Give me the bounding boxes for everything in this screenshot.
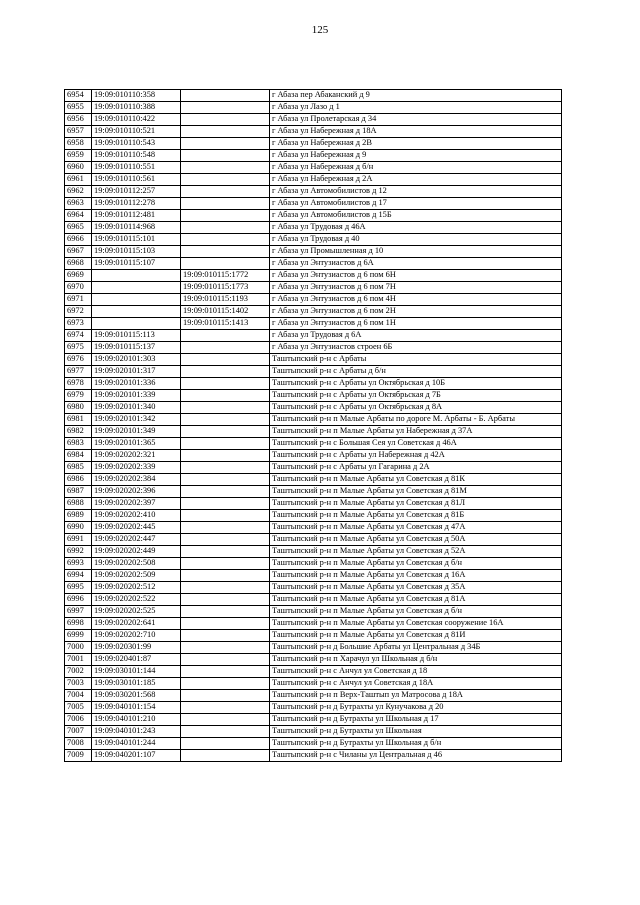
cadastral-number-cell — [92, 282, 181, 294]
premises-cadastral-number-cell — [181, 210, 270, 222]
premises-cadastral-number-cell — [181, 114, 270, 126]
cadastral-number-cell: 19:09:020202:710 — [92, 630, 181, 642]
cadastral-number-cell: 19:09:020202:512 — [92, 582, 181, 594]
address-cell: Таштыпский р-н д Большие Арбаты ул Центральная д 34Б — [270, 642, 562, 654]
cadastral-number-cell: 19:09:020202:445 — [92, 522, 181, 534]
cadastral-number-cell: 19:09:020202:410 — [92, 510, 181, 522]
row-number-cell: 6965 — [65, 222, 92, 234]
address-cell: г Абаза ул Энтузиастов д 6 пом 4Н — [270, 294, 562, 306]
cadastral-number-cell: 19:09:020202:641 — [92, 618, 181, 630]
cadastral-number-cell: 19:09:010110:388 — [92, 102, 181, 114]
premises-cadastral-number-cell — [181, 654, 270, 666]
cadastral-number-cell: 19:09:030101:144 — [92, 666, 181, 678]
address-cell: Таштыпский р-н д Бутрахты ул Кунучакова д 20 — [270, 702, 562, 714]
row-number-cell: 6980 — [65, 402, 92, 414]
premises-cadastral-number-cell — [181, 558, 270, 570]
table-row — [65, 222, 562, 234]
address-cell: Таштыпский р-н д Бутрахты ул Школьная — [270, 726, 562, 738]
premises-cadastral-number-cell — [181, 150, 270, 162]
address-cell: г Абаза ул Автомобилистов д 15Б — [270, 210, 562, 222]
row-number-cell: 6984 — [65, 450, 92, 462]
address-cell: г Абаза ул Лазо д 1 — [270, 102, 562, 114]
row-number-cell: 6954 — [65, 90, 92, 102]
row-number-cell: 6961 — [65, 174, 92, 186]
row-number-cell: 6988 — [65, 498, 92, 510]
table-row — [65, 630, 562, 642]
address-cell: г Абаза ул Промышленная д 10 — [270, 246, 562, 258]
row-number-cell: 6974 — [65, 330, 92, 342]
address-cell: г Абаза ул Энтузиастов д 6А — [270, 258, 562, 270]
row-number-cell: 6996 — [65, 594, 92, 606]
premises-cadastral-number-cell — [181, 594, 270, 606]
cadastral-number-cell: 19:09:010110:543 — [92, 138, 181, 150]
address-cell: Таштыпский р-н п Малые Арбаты ул Советская д 52А — [270, 546, 562, 558]
table-row — [65, 642, 562, 654]
cadastral-number-cell: 19:09:040101:154 — [92, 702, 181, 714]
address-cell: Таштыпский р-н с Анчул ул Советская д 18А — [270, 678, 562, 690]
row-number-cell: 6977 — [65, 366, 92, 378]
property-registry-table — [64, 89, 562, 762]
cadastral-number-cell — [92, 306, 181, 318]
premises-cadastral-number-cell — [181, 498, 270, 510]
row-number-cell: 7009 — [65, 750, 92, 762]
row-number-cell: 6976 — [65, 354, 92, 366]
table-row — [65, 510, 562, 522]
address-cell: г Абаза ул Энтузиастов д 6 пом 7Н — [270, 282, 562, 294]
table-row — [65, 102, 562, 114]
address-cell: Таштыпский р-н п Малые Арбаты ул Советская д 50А — [270, 534, 562, 546]
premises-cadastral-number-cell — [181, 162, 270, 174]
cadastral-number-cell: 19:09:010112:257 — [92, 186, 181, 198]
premises-cadastral-number-cell — [181, 630, 270, 642]
cadastral-number-cell: 19:09:020101:349 — [92, 426, 181, 438]
premises-cadastral-number-cell — [181, 726, 270, 738]
address-cell: Таштыпский р-н п Харачул ул Школьная д б/н — [270, 654, 562, 666]
premises-cadastral-number-cell — [181, 738, 270, 750]
table-row — [65, 450, 562, 462]
row-number-cell: 7000 — [65, 642, 92, 654]
table-row — [65, 582, 562, 594]
premises-cadastral-number-cell — [181, 186, 270, 198]
row-number-cell: 6995 — [65, 582, 92, 594]
address-cell: Таштыпский р-н п Малые Арбаты ул Советская сооружение 16А — [270, 618, 562, 630]
cadastral-number-cell: 19:09:010110:358 — [92, 90, 181, 102]
cadastral-number-cell: 19:09:010110:548 — [92, 150, 181, 162]
address-cell: Таштыпский р-н д Бутрахты ул Школьная д б/н — [270, 738, 562, 750]
row-number-cell: 6960 — [65, 162, 92, 174]
address-cell: г Абаза ул Автомобилистов д 17 — [270, 198, 562, 210]
row-number-cell: 6981 — [65, 414, 92, 426]
row-number-cell: 6958 — [65, 138, 92, 150]
cadastral-number-cell: 19:09:010110:521 — [92, 126, 181, 138]
address-cell: Таштыпский р-н п Малые Арбаты ул Советская д 81А — [270, 594, 562, 606]
row-number-cell: 6993 — [65, 558, 92, 570]
table-row — [65, 426, 562, 438]
row-number-cell: 6963 — [65, 198, 92, 210]
table-row — [65, 354, 562, 366]
cadastral-number-cell: 19:09:040201:107 — [92, 750, 181, 762]
table-row — [65, 678, 562, 690]
premises-cadastral-number-cell — [181, 714, 270, 726]
address-cell: г Абаза ул Набережная д 9 — [270, 150, 562, 162]
address-cell: г Абаза ул Энтузиастов д 6 пом 1Н — [270, 318, 562, 330]
premises-cadastral-number-cell — [181, 510, 270, 522]
table-row — [65, 558, 562, 570]
cadastral-number-cell — [92, 294, 181, 306]
address-cell: Таштыпский р-н п Малые Арбаты ул Советская д 16А — [270, 570, 562, 582]
cadastral-number-cell: 19:09:020202:339 — [92, 462, 181, 474]
cadastral-number-cell: 19:09:010110:561 — [92, 174, 181, 186]
cadastral-number-cell: 19:09:020101:336 — [92, 378, 181, 390]
cadastral-number-cell: 19:09:010110:422 — [92, 114, 181, 126]
address-cell: Таштыпский р-н п Малые Арбаты ул Советская д 81К — [270, 474, 562, 486]
premises-cadastral-number-cell — [181, 462, 270, 474]
cadastral-number-cell: 19:09:020301:99 — [92, 642, 181, 654]
premises-cadastral-number-cell — [181, 246, 270, 258]
table-row — [65, 258, 562, 270]
table-row — [65, 330, 562, 342]
cadastral-number-cell: 19:09:020202:525 — [92, 606, 181, 618]
table-row — [65, 522, 562, 534]
table-row — [65, 210, 562, 222]
premises-cadastral-number-cell — [181, 666, 270, 678]
row-number-cell: 6957 — [65, 126, 92, 138]
row-number-cell: 6985 — [65, 462, 92, 474]
table-row — [65, 342, 562, 354]
row-number-cell: 6966 — [65, 234, 92, 246]
table-row — [65, 306, 562, 318]
row-number-cell: 6990 — [65, 522, 92, 534]
address-cell: Таштыпский р-н п Малые Арбаты ул Советская д 81М — [270, 486, 562, 498]
table-row — [65, 594, 562, 606]
address-cell: Таштыпский р-н п Малые Арбаты ул Советская д б/н — [270, 558, 562, 570]
premises-cadastral-number-cell — [181, 330, 270, 342]
cadastral-number-cell: 19:09:040101:244 — [92, 738, 181, 750]
table-row — [65, 138, 562, 150]
cadastral-number-cell: 19:09:010115:103 — [92, 246, 181, 258]
premises-cadastral-number-cell — [181, 126, 270, 138]
cadastral-number-cell: 19:09:020101:317 — [92, 366, 181, 378]
row-number-cell: 7005 — [65, 702, 92, 714]
premises-cadastral-number-cell — [181, 570, 270, 582]
row-number-cell: 6999 — [65, 630, 92, 642]
address-cell: г Абаза ул Набережная д 2А — [270, 174, 562, 186]
row-number-cell: 6986 — [65, 474, 92, 486]
address-cell: г Абаза ул Трудовая д 46А — [270, 222, 562, 234]
cadastral-number-cell: 19:09:020202:447 — [92, 534, 181, 546]
premises-cadastral-number-cell — [181, 618, 270, 630]
cadastral-number-cell: 19:09:040101:243 — [92, 726, 181, 738]
premises-cadastral-number-cell — [181, 198, 270, 210]
premises-cadastral-number-cell — [181, 354, 270, 366]
address-cell: Таштыпский р-н п Малые Арбаты ул Советская д 81Б — [270, 510, 562, 522]
premises-cadastral-number-cell — [181, 366, 270, 378]
table-row — [65, 606, 562, 618]
cadastral-number-cell: 19:09:020202:321 — [92, 450, 181, 462]
table-row — [65, 402, 562, 414]
cadastral-number-cell: 19:09:010114:968 — [92, 222, 181, 234]
row-number-cell: 6970 — [65, 282, 92, 294]
table-row — [65, 246, 562, 258]
cadastral-number-cell: 19:09:020202:508 — [92, 558, 181, 570]
address-cell: Таштыпский р-н с Арбаты — [270, 354, 562, 366]
premises-cadastral-number-cell — [181, 258, 270, 270]
row-number-cell: 6982 — [65, 426, 92, 438]
address-cell: г Абаза ул Пролетарская д 34 — [270, 114, 562, 126]
table-row — [65, 498, 562, 510]
row-number-cell: 6968 — [65, 258, 92, 270]
cadastral-number-cell: 19:09:040101:210 — [92, 714, 181, 726]
table-row — [65, 90, 562, 102]
table-row — [65, 714, 562, 726]
premises-cadastral-number-cell — [181, 138, 270, 150]
address-cell: Таштыпский р-н с Арбаты ул Набережная д 42А — [270, 450, 562, 462]
table-row — [65, 294, 562, 306]
row-number-cell: 6983 — [65, 438, 92, 450]
cadastral-number-cell: 19:09:020101:365 — [92, 438, 181, 450]
table-row — [65, 366, 562, 378]
row-number-cell: 6962 — [65, 186, 92, 198]
cadastral-number-cell: 19:09:010115:137 — [92, 342, 181, 354]
address-cell: Таштыпский р-н п Малые Арбаты по дороге М. Арбаты - Б. Арбаты — [270, 414, 562, 426]
premises-cadastral-number-cell — [181, 390, 270, 402]
premises-cadastral-number-cell — [181, 414, 270, 426]
row-number-cell: 7004 — [65, 690, 92, 702]
row-number-cell: 6959 — [65, 150, 92, 162]
premises-cadastral-number-cell — [181, 606, 270, 618]
address-cell: г Абаза ул Набережная д б/н — [270, 162, 562, 174]
row-number-cell: 6955 — [65, 102, 92, 114]
address-cell: Таштыпский р-н п Малые Арбаты ул Советская д 35А — [270, 582, 562, 594]
address-cell: г Абаза ул Энтузиастов строен 6Б — [270, 342, 562, 354]
address-cell: Таштыпский р-н п Малые Арбаты ул Советская д 81И — [270, 630, 562, 642]
cadastral-number-cell: 19:09:010110:551 — [92, 162, 181, 174]
row-number-cell: 6972 — [65, 306, 92, 318]
table-row — [65, 174, 562, 186]
cadastral-number-cell: 19:09:020101:340 — [92, 402, 181, 414]
premises-cadastral-number-cell: 19:09:010115:1772 — [181, 270, 270, 282]
premises-cadastral-number-cell — [181, 450, 270, 462]
table-row — [65, 318, 562, 330]
premises-cadastral-number-cell: 19:09:010115:1413 — [181, 318, 270, 330]
table-row — [65, 282, 562, 294]
row-number-cell: 7007 — [65, 726, 92, 738]
address-cell: Таштыпский р-н п Малые Арбаты ул Набережная д 37А — [270, 426, 562, 438]
table-row — [65, 126, 562, 138]
address-cell: г Абаза ул Трудовая д 40 — [270, 234, 562, 246]
table-row — [65, 666, 562, 678]
cadastral-number-cell: 19:09:030201:568 — [92, 690, 181, 702]
row-number-cell: 7008 — [65, 738, 92, 750]
cadastral-number-cell: 19:09:020101:339 — [92, 390, 181, 402]
premises-cadastral-number-cell: 19:09:010115:1193 — [181, 294, 270, 306]
address-cell: г Абаза ул Энтузиастов д 6 пом 2Н — [270, 306, 562, 318]
premises-cadastral-number-cell — [181, 102, 270, 114]
premises-cadastral-number-cell — [181, 426, 270, 438]
premises-cadastral-number-cell — [181, 378, 270, 390]
row-number-cell: 7003 — [65, 678, 92, 690]
address-cell: Таштыпский р-н п Малые Арбаты ул Советская д 81Л — [270, 498, 562, 510]
cadastral-number-cell: 19:09:010115:113 — [92, 330, 181, 342]
row-number-cell: 6964 — [65, 210, 92, 222]
table-row — [65, 462, 562, 474]
address-cell: г Абаза ул Набережная д 2В — [270, 138, 562, 150]
cadastral-number-cell: 19:09:020202:509 — [92, 570, 181, 582]
premises-cadastral-number-cell — [181, 534, 270, 546]
premises-cadastral-number-cell — [181, 582, 270, 594]
address-cell: Таштыпский р-н с Большая Сея ул Советская д 46А — [270, 438, 562, 450]
row-number-cell: 6992 — [65, 546, 92, 558]
address-cell: Таштыпский р-н п Малые Арбаты ул Советская д 47А — [270, 522, 562, 534]
cadastral-number-cell: 19:09:020202:449 — [92, 546, 181, 558]
premises-cadastral-number-cell — [181, 546, 270, 558]
premises-cadastral-number-cell — [181, 642, 270, 654]
premises-cadastral-number-cell — [181, 342, 270, 354]
table-row — [65, 378, 562, 390]
address-cell: Таштыпский р-н с Арбаты ул Октябрьская д 10Б — [270, 378, 562, 390]
cadastral-number-cell: 19:09:010112:278 — [92, 198, 181, 210]
premises-cadastral-number-cell — [181, 90, 270, 102]
table-row — [65, 750, 562, 762]
table-row — [65, 486, 562, 498]
premises-cadastral-number-cell — [181, 222, 270, 234]
table-row — [65, 474, 562, 486]
row-number-cell: 6975 — [65, 342, 92, 354]
address-cell: Таштыпский р-н с Арбаты д б/н — [270, 366, 562, 378]
table-row — [65, 738, 562, 750]
address-cell: Таштыпский р-н п Верх-Таштып ул Матросова д 18А — [270, 690, 562, 702]
cadastral-number-cell: 19:09:020202:384 — [92, 474, 181, 486]
address-cell: Таштыпский р-н с Чиланы ул Центральная д 46 — [270, 750, 562, 762]
table-row — [65, 570, 562, 582]
row-number-cell: 6994 — [65, 570, 92, 582]
table-row — [65, 390, 562, 402]
cadastral-number-cell — [92, 270, 181, 282]
address-cell: Таштыпский р-н п Малые Арбаты ул Советская д б/н — [270, 606, 562, 618]
cadastral-number-cell: 19:09:020101:342 — [92, 414, 181, 426]
row-number-cell: 6956 — [65, 114, 92, 126]
table-row — [65, 654, 562, 666]
row-number-cell: 7001 — [65, 654, 92, 666]
cadastral-number-cell: 19:09:010112:481 — [92, 210, 181, 222]
cadastral-number-cell — [92, 318, 181, 330]
premises-cadastral-number-cell — [181, 174, 270, 186]
table-row — [65, 546, 562, 558]
table-row — [65, 438, 562, 450]
premises-cadastral-number-cell — [181, 474, 270, 486]
table-row — [65, 198, 562, 210]
cadastral-number-cell: 19:09:020202:522 — [92, 594, 181, 606]
row-number-cell: 6973 — [65, 318, 92, 330]
premises-cadastral-number-cell: 19:09:010115:1773 — [181, 282, 270, 294]
premises-cadastral-number-cell — [181, 438, 270, 450]
table-row — [65, 702, 562, 714]
table-row — [65, 534, 562, 546]
table-row — [65, 162, 562, 174]
table-row — [65, 270, 562, 282]
address-cell: г Абаза пер Абаканский д 9 — [270, 90, 562, 102]
row-number-cell: 6978 — [65, 378, 92, 390]
row-number-cell: 6979 — [65, 390, 92, 402]
cadastral-number-cell: 19:09:030101:185 — [92, 678, 181, 690]
row-number-cell: 7006 — [65, 714, 92, 726]
premises-cadastral-number-cell — [181, 690, 270, 702]
table-row — [65, 114, 562, 126]
premises-cadastral-number-cell — [181, 402, 270, 414]
premises-cadastral-number-cell — [181, 486, 270, 498]
cadastral-number-cell: 19:09:010115:107 — [92, 258, 181, 270]
premises-cadastral-number-cell — [181, 234, 270, 246]
row-number-cell: 7002 — [65, 666, 92, 678]
address-cell: г Абаза ул Набережная д 18А — [270, 126, 562, 138]
table-row — [65, 726, 562, 738]
address-cell: г Абаза ул Трудовая д 6А — [270, 330, 562, 342]
row-number-cell: 6967 — [65, 246, 92, 258]
row-number-cell: 6989 — [65, 510, 92, 522]
table-row — [65, 690, 562, 702]
address-cell: г Абаза ул Автомобилистов д 12 — [270, 186, 562, 198]
address-cell: Таштыпский р-н с Арбаты ул Октябрьская д 8А — [270, 402, 562, 414]
row-number-cell: 6987 — [65, 486, 92, 498]
table-row — [65, 414, 562, 426]
premises-cadastral-number-cell: 19:09:010115:1402 — [181, 306, 270, 318]
cadastral-number-cell: 19:09:010115:101 — [92, 234, 181, 246]
row-number-cell: 6997 — [65, 606, 92, 618]
premises-cadastral-number-cell — [181, 702, 270, 714]
address-cell: Таштыпский р-н с Арбаты ул Октябрьская д 7Б — [270, 390, 562, 402]
row-number-cell: 6998 — [65, 618, 92, 630]
address-cell: г Абаза ул Энтузиастов д 6 пом 6Н — [270, 270, 562, 282]
page-number: 125 — [311, 24, 329, 36]
table-row — [65, 618, 562, 630]
table-row — [65, 234, 562, 246]
cadastral-number-cell: 19:09:020401:87 — [92, 654, 181, 666]
cadastral-number-cell: 19:09:020101:303 — [92, 354, 181, 366]
row-number-cell: 6969 — [65, 270, 92, 282]
cadastral-number-cell: 19:09:020202:397 — [92, 498, 181, 510]
table-row — [65, 186, 562, 198]
premises-cadastral-number-cell — [181, 750, 270, 762]
row-number-cell: 6971 — [65, 294, 92, 306]
cadastral-number-cell: 19:09:020202:396 — [92, 486, 181, 498]
row-number-cell: 6991 — [65, 534, 92, 546]
address-cell: Таштыпский р-н с Арбаты ул Гагарина д 2А — [270, 462, 562, 474]
address-cell: Таштыпский р-н с Анчул ул Советская д 18 — [270, 666, 562, 678]
table-row — [65, 150, 562, 162]
premises-cadastral-number-cell — [181, 522, 270, 534]
premises-cadastral-number-cell — [181, 678, 270, 690]
address-cell: Таштыпский р-н д Бутрахты ул Школьная д 17 — [270, 714, 562, 726]
